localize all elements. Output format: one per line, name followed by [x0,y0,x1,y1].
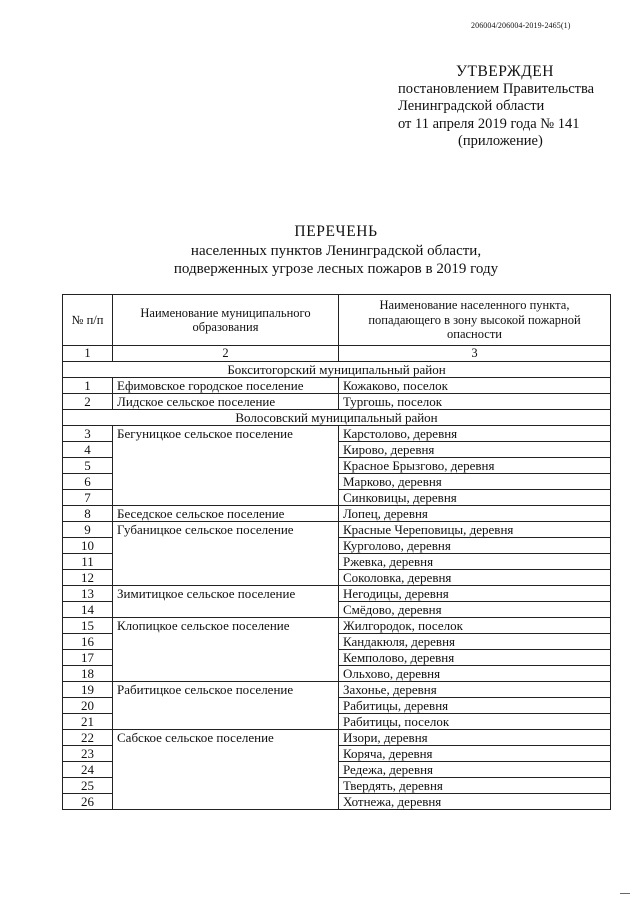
settlement-name: Карстолово, деревня [339,426,611,442]
row-number: 16 [63,634,113,650]
settlement-name: Красное Брызгово, деревня [339,458,611,474]
table-row [63,506,611,522]
header-num: № п/п [63,295,113,346]
approval-block [398,63,618,151]
settlement-name: Ольхово, деревня [339,666,611,682]
title-line: населенных пунктов Ленинградской области, [190,242,482,259]
row-number: 11 [63,554,113,570]
page-edge-mark [620,893,630,900]
settlement-name: Кирово, деревня [339,442,611,458]
row-number: 10 [63,538,113,554]
settlement-name: Курголово, деревня [339,538,611,554]
approval-line: постановлением Правительства [398,80,595,97]
column-number-row [63,346,611,362]
table-row [63,586,611,602]
settlement-name: Кожаково, поселок [339,378,611,394]
row-number: 6 [63,474,113,490]
row-number: 22 [63,730,113,746]
row-number: 7 [63,490,113,506]
settlement-name: Лопец, деревня [339,506,611,522]
title-line: подверженных угрозе лесных пожаров в 2019 году [173,261,499,277]
settlement-name: Твердять, деревня [339,778,611,794]
settlement-name: Рабитицы, деревня [339,698,611,714]
settlement-name: Жилгородок, поселок [339,618,611,634]
municipality-name: Зимитицкое сельское поселение [113,586,339,618]
settlement-name: Негодицы, деревня [339,586,611,602]
settlement-name: Соколовка, деревня [339,570,611,586]
header-municipality: Наименование муниципального образования [113,295,339,346]
row-number: 25 [63,778,113,794]
approval-line: Ленинградской области [398,98,545,114]
table-header-row [63,295,611,346]
district-name: Волосовский муниципальный район [63,410,611,426]
settlement-name: Хотнежа, деревня [339,794,611,810]
document-title [62,223,610,279]
municipality-name: Рабитицкое сельское поселение [113,682,339,730]
column-number: 2 [113,346,339,362]
settlement-name: Тургошь, поселок [339,394,611,410]
row-number: 3 [63,426,113,442]
municipality-name: Бегуницкое сельское поселение [113,426,339,506]
settlement-name: Рабитицы, поселок [339,714,611,730]
municipality-name: Губаницкое сельское поселение [113,522,339,586]
table-row [63,426,611,442]
approval-note: (приложение) [458,133,543,149]
settlement-name: Смёдово, деревня [339,602,611,618]
row-number: 14 [63,602,113,618]
settlement-name: Кемполово, деревня [339,650,611,666]
document-number: 206004/206004-2019-2465(1) [471,21,571,30]
row-number: 4 [63,442,113,458]
row-number: 17 [63,650,113,666]
settlement-name: Марково, деревня [339,474,611,490]
row-number: 5 [63,458,113,474]
column-number: 3 [339,346,611,362]
row-number: 2 [63,394,113,410]
approval-title: УТВЕРЖДЕН [456,63,554,80]
header-settlement: Наименование населенного пункта, попадающего в зону высокой пожарной опасности [339,295,611,346]
row-number: 18 [63,666,113,682]
row-number: 8 [63,506,113,522]
table-row [63,522,611,538]
municipality-name: Сабское сельское поселение [113,730,339,810]
row-number: 13 [63,586,113,602]
municipality-name: Беседское сельское поселение [113,506,339,522]
table-body [63,362,611,810]
settlements-table [62,294,611,810]
settlement-name: Захонье, деревня [339,682,611,698]
table-row [63,618,611,634]
row-number: 9 [63,522,113,538]
table-row [63,378,611,394]
settlement-name: Синковицы, деревня [339,490,611,506]
row-number: 26 [63,794,113,810]
row-number: 1 [63,378,113,394]
row-number: 20 [63,698,113,714]
municipality-name: Лидское сельское поселение [113,394,339,410]
settlement-name: Редежа, деревня [339,762,611,778]
row-number: 23 [63,746,113,762]
district-row [63,362,611,378]
settlement-name: Ржевка, деревня [339,554,611,570]
table-row [63,394,611,410]
district-row [63,410,611,426]
row-number: 12 [63,570,113,586]
row-number: 24 [63,762,113,778]
settlement-name: Изори, деревня [339,730,611,746]
table-row [63,682,611,698]
title-heading: ПЕРЕЧЕНЬ [294,223,378,240]
row-number: 21 [63,714,113,730]
municipality-name: Клопицкое сельское поселение [113,618,339,682]
approval-date: от 11 апреля 2019 года № 141 [398,115,580,132]
column-number: 1 [63,346,113,362]
row-number: 19 [63,682,113,698]
settlement-name: Красные Череповицы, деревня [339,522,611,538]
settlement-name: Кандакюля, деревня [339,634,611,650]
district-name: Бокситогорский муниципальный район [63,362,611,378]
table-row [63,730,611,746]
settlement-name: Коряча, деревня [339,746,611,762]
row-number: 15 [63,618,113,634]
municipality-name: Ефимовское городское поселение [113,378,339,394]
